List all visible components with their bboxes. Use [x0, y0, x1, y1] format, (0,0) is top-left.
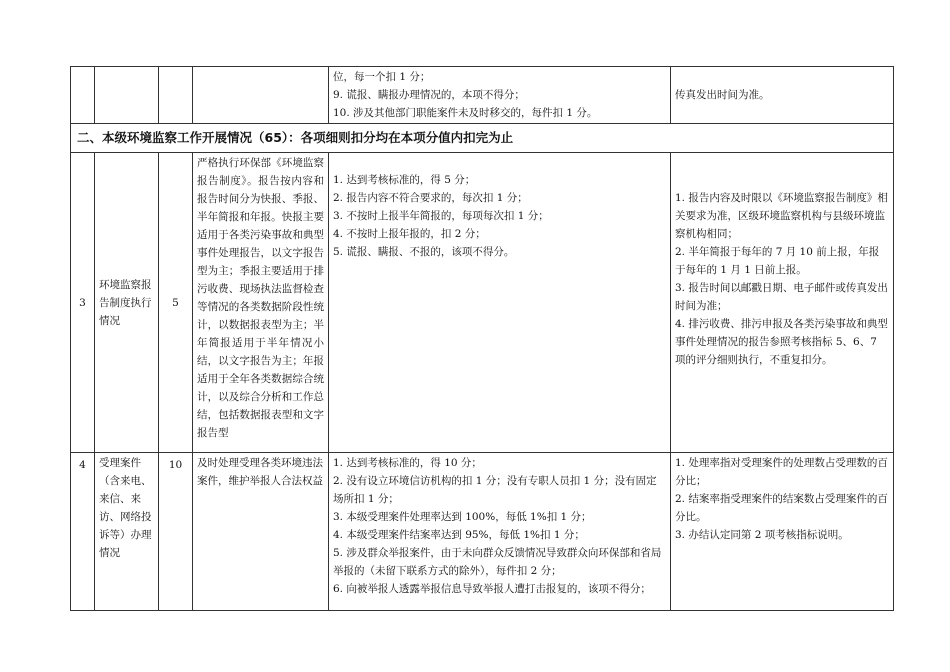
cell-item: 环境监察报告制度执行情况 [95, 153, 159, 453]
note-line: 2. 半年简报于每年的 7 月 10 前上报，年报于每年的 1 月 1 日前上报。 [675, 246, 880, 276]
section-header: 二、本级环境监察工作开展情况（65）：各项细则扣分均在本项分值内扣完为止 [71, 124, 894, 153]
cell-score: 10 [159, 453, 193, 611]
scoring-line: 9. 谎报、瞒报办理情况的，本项不得分； [333, 89, 525, 101]
cell-standard: 及时处理受理各类环境违法案件，维护举报人合法权益 [193, 453, 329, 611]
note-line: 2. 结案率指受理案件的结案数占受理案件的百分比。 [675, 493, 888, 523]
scoring-line: 3. 本级受理案件处理率达到 100%，每低 1%扣 1 分； [333, 511, 592, 523]
scoring-line: 位，每一个扣 1 分； [333, 71, 431, 83]
scoring-line: 10. 涉及其他部门职能案件未及时移交的，每件扣 1 分。 [333, 107, 598, 119]
cell-scoring [329, 67, 671, 124]
scoring-line: 4. 不按时上报年报的，扣 2 分； [333, 228, 486, 240]
note-line: 3. 办结认定同第 2 项考核指标说明。 [675, 529, 849, 541]
cell-no: 4 [71, 453, 95, 611]
scoring-line: 2. 报告内容不符合要求的，每次扣 1 分； [333, 192, 528, 204]
note-line: 1. 报告内容及时限以《环境监察报告制度》相关要求为准，区级环境监察机构与县级环境监察机构相同； [675, 192, 888, 240]
cell-no: 3 [71, 153, 95, 453]
cell-no [71, 67, 95, 124]
cell-notes [671, 67, 894, 124]
cell-scoring [329, 153, 671, 453]
section-header-row [71, 124, 894, 153]
scoring-line: 2. 没有设立环境信访机构的扣 1 分；没有专职人员扣 1 分；没有固定场所扣 1 分； [333, 475, 657, 505]
scoring-line: 1. 达到考核标准的，得 10 分； [333, 457, 482, 469]
cell-item [95, 67, 159, 124]
cell-standard [193, 67, 329, 124]
continued-row [71, 67, 894, 124]
cell-scoring [329, 453, 671, 611]
assessment-table [70, 66, 894, 611]
scoring-line: 1. 达到考核标准的，得 5 分； [333, 174, 476, 186]
scoring-line: 5. 谎报、瞒报、不报的，该项不得分。 [333, 246, 515, 258]
cell-notes [671, 153, 894, 453]
cell-score [159, 67, 193, 124]
table-row [71, 153, 894, 453]
cell-score: 5 [159, 153, 193, 453]
cell-standard: 严格执行环保部《环境监察报告制度》。报告按内容和报告时间分为快报、季报、半年简报和年报。快报主要适用于各类污染事故和典型事件处理报告，以文字报告型为主；季报主要适用于排污收费、现场执法监督检查等情况的各类数据阶段性统计，以数据报表型为主；半年简报适用于半年情况小结，以文字报告为主；年报适用于全年各类数据综合统计，以及综合分析和工作总结，包括数据报表型和文字报告型 [193, 153, 329, 453]
scoring-line: 4. 本级受理案件结案率达到 95%，每低 1%扣 1 分； [333, 529, 585, 541]
cell-notes [671, 453, 894, 611]
note-line: 传真发出时间为准。 [675, 89, 770, 101]
table-row [71, 453, 894, 611]
note-line [675, 68, 889, 86]
scoring-line: 6. 向被举报人透露举报信息导致举报人遭打击报复的，该项不得分； [333, 583, 651, 595]
note-line: 3. 报告时间以邮戳日期、电子邮件或传真发出时间为准； [675, 282, 888, 312]
scoring-line: 5. 涉及群众举报案件，由于未向群众反馈情况导致群众向环保部和省局举报的（未留下联系方式的除外），每件扣 2 分； [333, 547, 662, 577]
scoring-line: 3. 不按时上报半年简报的，每项每次扣 1 分； [333, 210, 549, 222]
note-line: 4. 排污收费、排污申报及各类污染事故和典型事件处理情况的报告参照考核指标 5、6、7 项的评分细则执行，不重复扣分。 [675, 318, 888, 366]
cell-item: 受理案件（含来电、来信、来访、网络投诉等）办理情况 [95, 453, 159, 611]
note-line: 1. 处理率指对受理案件的处理数占受理数的百分比； [675, 457, 888, 487]
